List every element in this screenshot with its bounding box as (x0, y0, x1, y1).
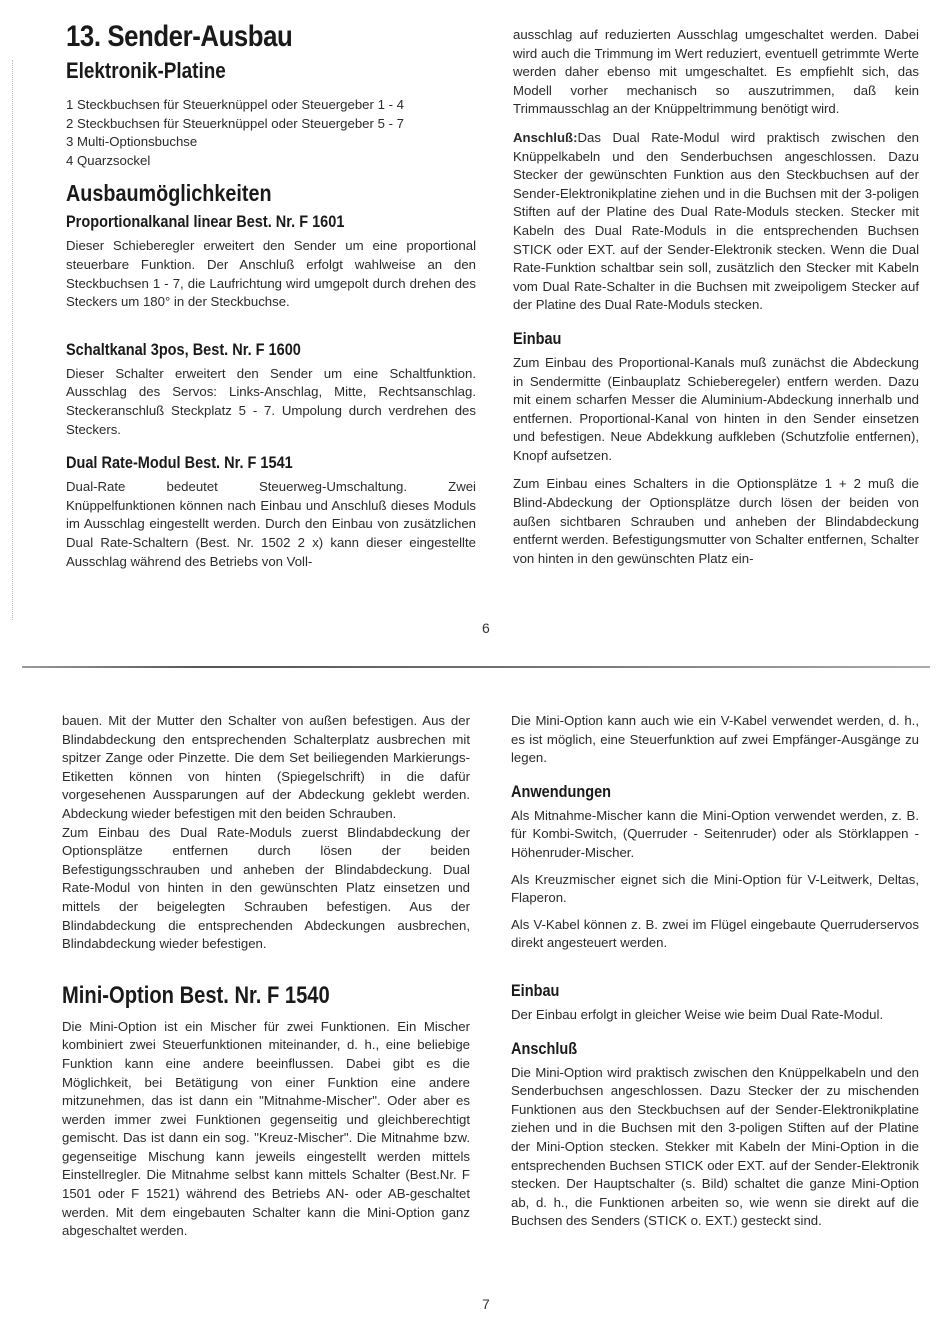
page-number: 6 (482, 620, 490, 636)
page-number: 7 (482, 1296, 490, 1312)
text-mini-option-v-cable: Die Mini-Option kann auch wie ein V-Kabel verwendet werden, d. h., es ist möglich, eine Steuerfunktion auf zwei Empfänger-Ausgänge zu legen. (511, 713, 919, 766)
section-title-electronics-board: Elektronik-Platine (66, 58, 226, 83)
text-installation-1: Zum Einbau des Proportional-Kanals muß zunächst die Abdeckung in Sendermitte (Einbauplatz Schieberegeler) entfern werden. Dazu mit einem scharfen Messer die Aluminium-Abdeckung innerhalb und entfernen. Proportional-Kanal von hinten in den Sender einsetzen und befestigen. Neue Abdekkung aufkleben (Schutzfolie entfernen), Knopf aufsetzen. (513, 354, 919, 463)
text-connection: Die Mini-Option wird praktisch zwischen den Knüppelkabeln und den Senderbuchsen angeschlossen. Dazu Stecker der zu mischenden Funktionen aus den Steckbuchsen auf der Sender-Elektronikplatine ziehen und in die Buchsen mit den 3-poligen Stiften auf der Platine der Mini-Option stecken. Stekker mit Kabeln der Mini-Option in die entsprechenden Buchsen STICK oder EXT. auf der Sender-Elektronik stecken. Der Hauptschalter (s. Bild) schaltet die ganze Mini-Option ab, d. h., die Funktionen arbeiten so, wie wenn sie direkt auf die Buchsen des Senders (STICK o. EXT.) gesteckt sind. (511, 1064, 919, 1229)
list-item: 4 Quarzsockel (66, 152, 151, 168)
connection-text: Das Dual Rate-Modul wird praktisch zwischen den Knüppelkabeln und den Senderbuchsen angeschlossen. Dazu Stecker der gewünschten Funktion aus den Steckbuchsen auf der Sender-Elektronikplatine ziehen und in die Buchsen mit der 3-poligen Stiften auf der Platine des Dual Rate-Moduls stecken. Stecker mit Kabeln des Dual Rate-Moduls in die entsprechenden Buchsen STICK oder EXT. auf der Sender-Elektronik stecken. Wenn die Dual Rate-Funktion schaltbar sein soll, zusätzlich den Stecker mit Kabeln vom Dual Rate-Schalter in die Buchsen mit zweipoligem Stecker auf der Platine des Dual Rate-Moduls stecken. (513, 129, 919, 313)
page6-right-column (513, 26, 919, 568)
chapter-title: 13. Sender-Ausbau (66, 20, 293, 53)
text-dual-rate-continued: ausschlag auf reduzierten Ausschlag umgeschaltet werden. Dabei wird auch die Trimmung im Wert reduziert, eventuell getrimmte Werte werden daher ebenso mit umgeschaltet. Es empfiehlt sich, das Modell vorher mechanisch so auszutrimmen, daß kein Trimmausschlag an der Knüppeltrimmung benötigt wird. (513, 27, 919, 117)
page7-right-column (511, 712, 919, 1231)
text-dual-rate-module: Dual-Rate bedeutet Steuerweg-Umschaltung. Zwei Knüppelfunktionen können nach Einbau und Anschluß dieses Moduls im Ausschlag eingestellt werden. Durch den Einbau von zusätzlichen Dual Rate-Schaltern (Best. Nr. 1502 2 x) kann dieser eingestellte Ausschlag während des Betriebs von Voll- (66, 479, 476, 569)
list-item: 3 Multi-Optionsbuchse (66, 134, 198, 150)
component-list (66, 96, 476, 170)
page6-left-column (66, 20, 476, 571)
text-proportional-channel: Dieser Schieberegler erweitert den Sender um eine proportional steuerbare Funktion. Der Anschluß erfolgt wahlweise an den Steckbuchsen 1 - 7, die Laufrichtung wird umgepolt durch drehen des Steckers um 180° in der Steckbuchse. (66, 238, 476, 310)
scan-margin-mark (12, 60, 14, 620)
list-item: 2 Steckbuchsen für Steuerknüppel oder Steuergeber 5 - 7 (66, 115, 404, 131)
section-title-expansion-options: Ausbaumöglichkeiten (66, 180, 272, 207)
text-applications-1: Als Mitnahme-Mischer kann die Mini-Option verwendet werden, z. B. für Kombi-Switch, (Querruder - Seitenruder) oder als Störklappen - Höhenruder-Mischer. (511, 807, 919, 860)
heading-switch-channel: Schaltkanal 3pos, Best. Nr. F 1600 (66, 340, 301, 359)
heading-proportional-channel: Proportionalkanal linear Best. Nr. F 1601 (66, 213, 345, 232)
heading-dual-rate-module: Dual Rate-Modul Best. Nr. F 1541 (66, 454, 293, 473)
text-switch-channel: Dieser Schalter erweitert den Sender um eine Schaltfunktion. Ausschlag des Servos: Links-Anschlag, Mitte, Rechtsanschlag. Steckeranschluß Steckplatz 5 - 7. Umpolung durch verdrehen des Steckers. (66, 365, 476, 437)
heading-connection: Anschluß (511, 1039, 578, 1058)
list-item: 1 Steckbuchsen für Steuerknüppel oder Steuergeber 1 - 4 (66, 97, 404, 112)
text-installation-continued: bauen. Mit der Mutter den Schalter von außen befestigen. Aus der Blindabdeckung den entsprechenden Schalterplatz ausbrechen mit spitzer Zange oder Pinzette. Die dem Set beiliegenden Markierungs-Etiketten können von hinten (Spiegelschrift) in die dafür vorgesehenen Aussparungen auf der Abdeckung geklebt werden. Abdeckung wieder befestigen mit den beiden Schrauben. (62, 713, 470, 821)
heading-mini-option: Mini-Option Best. Nr. F 1540 (62, 981, 330, 1009)
connection-label: Anschluß: (513, 129, 578, 145)
text-installation: Der Einbau erfolgt in gleicher Weise wie beim Dual Rate-Modul. (511, 1006, 884, 1022)
text-mini-option: Die Mini-Option ist ein Mischer für zwei Funktionen. Ein Mischer kombiniert zwei Steuerfunktionen miteinander, d. h., eine beliebige Funktion kann eine andere beeinflussen. Dabei gibt es die Möglichkeit, bei Betätigung von einer Funktion eine andere mitzunehmen, das ist dann ein "Mitnahme-Mischer". Oder aber es werden immer zwei Funktionen gegenseitig und gleichberechtigt gemischt. Das ist dann ein sog. "Kreuz-Mischer". Die Mitnahme bzw. gegenseitige Mischung kann jeweils eingestellt werden mittels Einstellregler. Die Mitnahme selbst kann mittels Schalter (Best.Nr. F 1501 oder F 1521) während des Betriebs AN- oder AB-geschaltet werden. Mit dem eingebauten Schalter kann die Mini-Option ganz abgeschaltet werden. (62, 1018, 470, 1239)
text-applications-3: Als V-Kabel können z. B. zwei im Flügel eingebaute Querruderservos direkt angesteuert werden. (511, 916, 919, 951)
text-dual-rate-connection (513, 129, 919, 315)
heading-installation: Einbau (513, 329, 562, 348)
page-divider (22, 666, 930, 668)
heading-installation: Einbau (511, 981, 560, 1000)
page7-left-column (62, 712, 470, 1241)
text-dual-rate-installation: Zum Einbau des Dual Rate-Moduls zuerst Blindabdeckung der Optionsplätze entfernen durch lösen der beiden Befestigungsschrauben und anheben der Blindabdeckung. Dual Rate-Modul von hinten in den gewünschten Platz einsetzen und mittels der beigelegten Schrauben befestigen. Aus der Blindabdeckung die entsprechenden Abdeckungen ausbrechen, Blindabdeckung wieder befestigen. (62, 824, 470, 952)
heading-applications: Anwendungen (511, 782, 612, 801)
text-installation-2: Zum Einbau eines Schalters in die Optionsplätze 1 + 2 muß die Blind-Abdeckung der Optionsplätze durch lösen der beiden von außen sichtbaren Schrauben und anheben der Blindabdeckung entfernt werden. Befestigungsmutter von Schalter entfernen, Schalter von hinten in den gewünschten Platz ein- (513, 476, 919, 566)
text-applications-2: Als Kreuzmischer eignet sich die Mini-Option für V-Leitwerk, Deltas, Flaperon. (511, 871, 919, 906)
